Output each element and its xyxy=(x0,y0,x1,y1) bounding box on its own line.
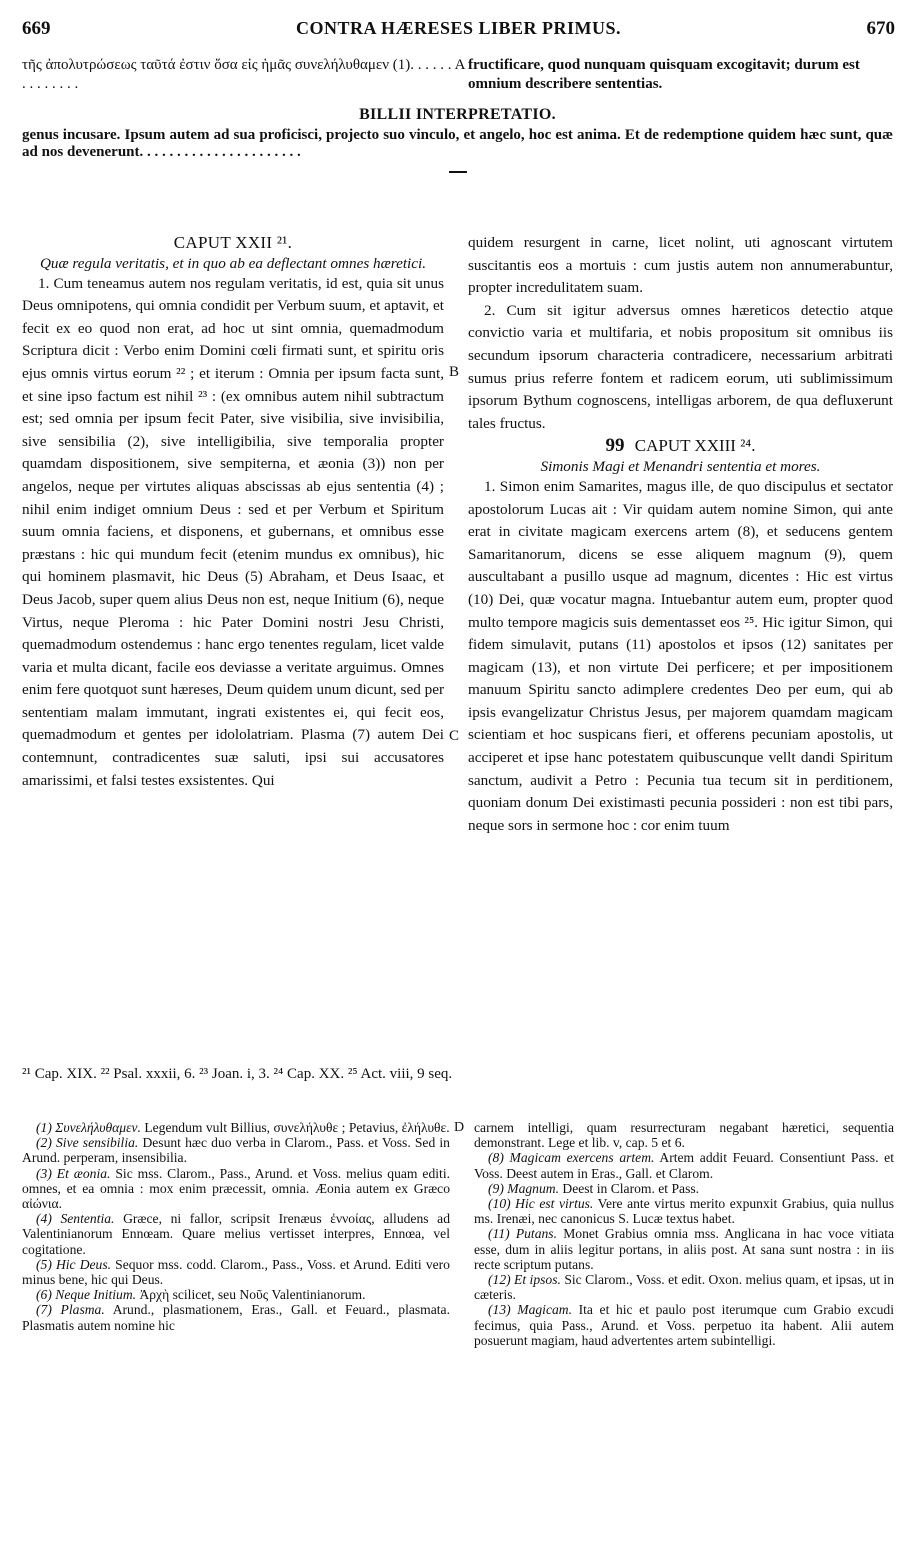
chapter-title-xxiii: CAPUT XXIII ²⁴. xyxy=(634,436,756,456)
running-head xyxy=(22,18,895,40)
top-row xyxy=(22,56,893,94)
margin-mark-a: A xyxy=(454,57,466,73)
footnote xyxy=(22,1257,450,1287)
running-title: CONTRA HÆRESES LIBER PRIMUS. xyxy=(295,18,622,38)
right-column-text-3: 1. Simon enim Samarites, magus ille, de quo discipulus et sectator apostolorum Lucas ait : Vir quidam autem nomine Simon, qui ante erat in civitate magicam exercens artem (8), et seducens gentem Samaritanorum, dicens se esse aliquem magnum (9), quem auscultabant a pusillo usque ad magnum, dicentes : Hic est virtus (10) Dei, quæ vocatur magna. Intuebantur autem eum, propter quod multo tempore magicis suis dementasset eos ²⁵. Hic igitur Simon, qui fidem simulavit, putans (11) apostolos et ipsos (12) sanitates per magicam (13), et non virtute Dei perficere; et per impositionem manuum Spiritu sancto adimplere credentes Deo per eum, qui ab ipsis evangelizatur Christus Jesus, per majorem quamdam magicam scientiam et hoc suspicans fieri, et offerens pecuniam apostolis, ut acciperet et ipse hanc potestatem quibuscunque vellt dandi Spiritum sanctum, audivit a Petro : Pecunia tua tecum sit in perditionem, quoniam donum Dei existimasti pecunia possideri : non est tibi pars, neque sors in sermone hoc : cor enim tuum xyxy=(468,477,893,834)
footnote-text: Monet Grabius omnia mss. Anglicana in hac voce vitiata esse, dum in aliis legitur portans, in aliis post. At sana sunt nostra : in iis recte scriptum putans. xyxy=(474,1226,894,1272)
footnote-text: Ita et hic et paulo post iterumque cum Grabio excudi fecimus, quia Pass., Arund. et Voss. perpetuo ita habent. Alii autem posuerunt magiam, haud advertentes artem subintelligi. xyxy=(474,1302,894,1348)
footnotes-left xyxy=(22,1120,450,1333)
footnote xyxy=(474,1302,894,1348)
footnote-lemma: (9) Magnum. xyxy=(488,1180,559,1196)
footnote xyxy=(474,1196,894,1226)
footnote-lemma: (7) Plasma. xyxy=(36,1302,105,1318)
footnote xyxy=(22,1120,450,1135)
right-column xyxy=(468,232,893,837)
chapter-subtitle-xxii: Quæ regula veritatis, et in quo ab ea deflectant omnes hæretici. xyxy=(39,254,427,272)
footnote xyxy=(22,1166,450,1212)
page-number-left: 669 xyxy=(22,18,51,39)
footnote xyxy=(474,1226,894,1272)
right-column-text-2: 2. Cum sit igitur adversus omnes hæreticos detectio atque convictio varia et multifaria, et nobis propositum sit omnibus iis secundum ipsorum characteria contradicere, necessarium arbitrati sumus prius referre fontem et radicem eorum, uti sublimissimum ipsorum Bythum cognoscens, intelligas arborem, de qua defluxerunt tales fructus. xyxy=(468,301,893,432)
footnote-lemma: (5) Hic Deus. xyxy=(36,1256,112,1272)
footnote-text: Artem addit Feuard. Consentiunt Pass. et Voss. Deest autem in Eras., Gall. et Clarom. xyxy=(474,1150,894,1181)
footnotes-right xyxy=(474,1120,894,1348)
interpretatio-text: genus incusare. Ipsum autem ad sua proficisci, projecto suo vinculo, et angelo, hoc est anima. Et de redemptione quidem hæc sunt, quæ ad nos devenerunt. . . . . . . . . . . . . . . . . . . . . . xyxy=(22,127,893,160)
footnote-lemma: (12) Et ipsos. xyxy=(488,1272,561,1288)
footnote-text: carnem intelligi, quam resurrecturam negabant hæretici, sequentia demonstrant. Lege et lib. v, cap. 5 et 6. xyxy=(474,1120,894,1151)
chapter-title-xxii: CAPUT XXII ²¹. xyxy=(173,233,293,252)
margin-mark-c: C xyxy=(449,728,460,744)
top-section xyxy=(22,56,893,173)
footnote xyxy=(474,1181,894,1196)
footnote-lemma: (2) Sive sensibilia. xyxy=(36,1135,139,1151)
chapter-subtitle-xxiii: Simonis Magi et Menandri sententia et mores. xyxy=(540,457,821,475)
footnote-text: Sic Clarom., Voss. et edit. Oxon. melius quam, et ipsas, ut in cæteris. xyxy=(474,1272,894,1303)
margin-mark-d: D xyxy=(454,1120,465,1135)
footnote-lemma: (4) Sententia. xyxy=(36,1211,115,1227)
chapter-head-xxiii xyxy=(468,435,893,458)
footnote-lemma: (13) Magicam. xyxy=(488,1302,572,1318)
footnote-text: Deest in Clarom. et Pass. xyxy=(558,1180,700,1196)
footnote-lemma: (1) Συνελήλυθαμεν. xyxy=(36,1120,141,1135)
footnote xyxy=(22,1211,450,1257)
footnote xyxy=(22,1302,450,1332)
footnote-lemma: (10) Hic est virtus. xyxy=(488,1196,594,1212)
footnote xyxy=(474,1272,894,1302)
footnote-lemma: (3) Et æonia. xyxy=(36,1165,111,1181)
footnote-text: Vere ante virtus merito expunxit Grabius, quia nullus ms. Irenæi, nec canonicus S. Lucæ textus habet. xyxy=(474,1196,894,1227)
footnote-text: Ἀρχὴ scilicet, seu Νοῦς Valentinianorum. xyxy=(136,1287,366,1303)
right-column-text-1: quidem resurgent in carne, licet nolint, uti agnoscant virtutem suscitantis eos a mortuis : cum justis autem non annumerabuntur, propter incredulitatem suam. xyxy=(468,234,893,297)
marginal-page-number: 99 xyxy=(605,435,625,457)
greek-text: τῆς ἀπολυτρώσεως ταῦτά ἐστιν ὅσα εἰς ἡμᾶς συνελήλυθαμεν (1). . . . . . . . . . . . . . xyxy=(22,57,452,92)
margin-mark-b: B xyxy=(449,364,460,380)
footnote-lemma: (11) Putans. xyxy=(488,1226,557,1242)
latin-text: fructificare, quod nunquam quisquam excogitavit; durum est omnium describere sententias. xyxy=(468,57,860,92)
footnote-text: Legendum vult Billius, συνελήλυθε ; Petavius, ἐλήλυθε. xyxy=(140,1120,450,1135)
left-column-text: 1. Cum teneamus autem nos regulam veritatis, id est, quia sit unus Deus omnipotens, qui omnia condidit per Verbum suum, et aptavit, et fecit ex eo quod non erat, ad hoc ut sint omnia, quemadmodum Scriptura dicit : Verbo enim Domini cœli firmati sunt, et spiritu oris ejus omnis virtus eorum ²² ; et iterum : Omnia per ipsum facta sunt, et sine ipso factum est nihil ²³ : (ex omnibus autem nihil subtractum est; sed omnia per ipsum fecit Pater, sive visibilia, sive invisibilia, sive sensibilia (2), sive intelligibilia, sive temporalia propter quamdam dispositionem, sive sempiterna, et æonia (3)) non per angelos, neque per virtutes aliquas abscissas ab ejus sententia (4) ; nihil enim indiget omnium Deus : sed et per Verbum et Spiritum suum omnia faciens, et disponens, et gubernans, et omnibus esse præstans : hic qui mundum fecit (etenim mundus ex omnibus), hic qui hominem plasmavit, hic Deus (5) Abraham, et Deus Isaac, et Deus Jacob, super quem alius Deus non est, neque Initium (6), neque Virtus, neque Pleroma : hic Pater Domini nostri Jesu Christi, quemadmodum ostendemus : hanc ergo tenentes regulam, licet valde varia et multa dicant, facile eos deviasse a veritate arguimus. Omnes enim fere quotquot sunt hæreses, Deum quidem unum dicunt, sed per sententiam malam immutant, ingrati existentes ei, qui fecit eos, quemadmodum et gentes per idololatriam. Plasma (7) autem Dei contemnunt, contradicentes suæ saluti, ipsi sui accusatores amarissimi, et falsi testes exsistentes. Qui xyxy=(22,274,444,789)
footnote-text: Arund., plasmationem, Eras., Gall. et Feuard., plasmata. Plasmatis autem nomine hic xyxy=(22,1302,450,1333)
footnote xyxy=(474,1120,894,1150)
section-divider xyxy=(449,171,467,173)
scripture-references: ²¹ Cap. XIX. ²² Psal. xxxii, 6. ²³ Joan. i, 3. ²⁴ Cap. XX. ²⁵ Act. viii, 9 seq. xyxy=(22,1066,453,1082)
footnotes xyxy=(22,1120,893,1550)
footnote-text: Græce, ni fallor, scripsit Irenæus ἐννοίας, alludens ad Valentinianorum Ennœam. Quare melius vertisset interpres, Ennœa, vel cogitatione. xyxy=(22,1211,450,1257)
main-columns xyxy=(22,232,893,1060)
footnote xyxy=(22,1287,450,1302)
left-column xyxy=(22,232,444,792)
page-number-right: 670 xyxy=(866,18,895,39)
footnote-text: Sequor mss. codd. Clarom., Pass., Voss. et Arund. Editi vero minus bene, hic qui Deus. xyxy=(22,1256,450,1288)
interpretatio-heading: BILLII INTERPRETATIO. xyxy=(359,106,556,123)
footnote xyxy=(474,1150,894,1180)
footnote-text: Sic mss. Clarom., Pass., Arund. et Voss. melius quam editi. omnes, et ea omnia : mox enim præcessit, omnia. Æonia autem ex Græco αἰώνια. xyxy=(22,1165,450,1212)
footnote xyxy=(22,1135,450,1165)
footnote-text: Desunt hæc duo verba in Clarom., Pass. et Voss. Sed in Arund. perperam, insensibilia. xyxy=(22,1135,450,1166)
footnote-lemma: (8) Magicam exercens artem. xyxy=(488,1150,655,1166)
footnote-lemma: (6) Neque Initium. xyxy=(36,1287,137,1303)
